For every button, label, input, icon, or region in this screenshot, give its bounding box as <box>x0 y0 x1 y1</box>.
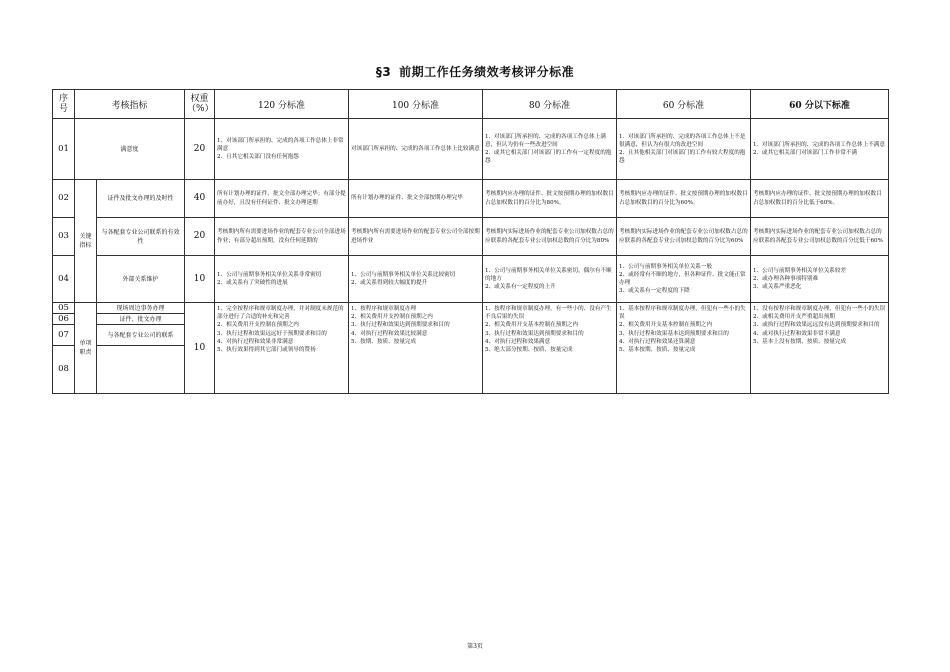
standard-100: 对该部门所承担的、完成的各项工作总体上比较满意 <box>349 119 483 180</box>
table-row <box>53 218 889 256</box>
row-number: 01 <box>53 119 75 180</box>
standard-120: 1、对该部门所承担的、完成的各项工作总体上非常满意 2、且其它相关部门没有任何抱怨 <box>215 119 349 180</box>
standard-120: 所有计划办理的证件、批文全部办理完毕；有部分提前办好，且没有任何证件、批文办理延期 <box>215 180 349 218</box>
row-number: 05 <box>53 303 75 314</box>
standard-60: 1. 对该部门所承担的、完成的各项工作总体上不是很满意，但认为有很大的改进空间 2. 且其他相关部门对该部门的工作有较大程度的抱怨 <box>617 119 751 180</box>
duty-item-empty <box>97 346 185 394</box>
table-row <box>53 256 889 303</box>
page-title <box>0 63 950 80</box>
row-number: 03 <box>53 218 75 256</box>
weight-value: 20 <box>185 218 215 256</box>
standard-120: 考核期内所有需要进场作业的配套专业公司全部进场作业；有部分超出预期，没有任何延期的 <box>215 218 349 256</box>
standard-80: 考核期内实际进场作业的配套专业公司加权数占总的应联系的各配套专业公司加权总数的百分比为80% <box>483 218 617 256</box>
standard-80: 考核期内应办理的证件、批文按预期办理的加权数目占总加权数目的百分比为80%。 <box>483 180 617 218</box>
table-row <box>53 180 889 218</box>
weight-value: 40 <box>185 180 215 218</box>
page-footer: 第3页 <box>467 643 483 650</box>
header-row <box>53 90 889 119</box>
standard-80: 1. 对该部门所承担的、完成的各项工作总体上满意，但认为仍有一些改进空间 2. 或其它相关部门对该部门的工作有一定程度的抱怨 <box>483 119 617 180</box>
standard-80: 1、按程序和规章制度办理，有一些小的、没有产生不良后果的失误 2、相关费用开支基本控制在预期之内 3、执行过程和效果达到预期要求和目的 4、对执行过程和效果满意 5、绝大部分按期、按质、按量完成 <box>483 303 617 394</box>
duty-item: 与各配套专业公司的联系 <box>97 325 185 346</box>
header-60: 60 分标准 <box>617 90 751 119</box>
header-indicator: 考核指标 <box>75 90 185 119</box>
row-number: 08 <box>53 346 75 394</box>
standard-60: 考核期内应办理的证件、批文按预期办理的加权数目占总加权数目的百分比为60%。 <box>617 180 751 218</box>
header-80: 80 分标准 <box>483 90 617 119</box>
weight-value: 20 <box>185 119 215 180</box>
standard-100: 1、按程序和规章制度办理 2、相关费用开支控制在预期之内 3、执行过程和效果达到预期要求和目的 4、对执行过程和效果比较满意 5、按期、按质、按量完成 <box>349 303 483 394</box>
row-number: 04 <box>53 256 75 303</box>
table-row <box>53 119 889 180</box>
indicator-name: 与各配套专业公司联系的有效性 <box>97 218 185 256</box>
scoring-table <box>52 89 889 394</box>
standard-60: 考核期内实际进场作业的配套专业公司加权数占总的应联系的各配套专业公司加权总数的百分比为60% <box>617 218 751 256</box>
duty-item: 现场周边事务办理 <box>97 303 185 314</box>
indicator-name: 证件及批文办理的及时性 <box>97 180 185 218</box>
standard-120: 1、完全按程序和规章制度办理，并对制度未规范的部分进行了合适的补充和完善 2、相关费用开支控制在预期之内 3、执行过程和效果远远好于预期要求和目的 4、对执行过程和效果非常满意 5、执行效果得到其它部门或领导的赞扬 <box>215 303 349 394</box>
header-weight: 权重（%） <box>185 90 215 119</box>
section-number: §3 <box>375 65 392 79</box>
standard-below-60: 考核期内实际进场作业的配套专业公司加权数占总的应联系的各配套专业公司加权总数的百分比低于60% <box>751 218 889 256</box>
standard-60: 1、基本按程序和规章制度办理，但犯有一些小的失误 2、相关费用开支基本控制在预期之内 3、执行过程和效果基本达到预期要求和目的 4、对执行过程和效果还算满意 5、基本按期、按质、按量完成 <box>617 303 751 394</box>
header-seq: 序号 <box>53 90 75 119</box>
header-120: 120 分标准 <box>215 90 349 119</box>
standard-below-60: 1. 对该部门所承担的、完成的各项工作总体上不满意 2. 或其它相关部门对该部门工作非常不满 <box>751 119 889 180</box>
row-number: 07 <box>53 325 75 346</box>
standard-100: 1、公司与前期事务相关单位关系比较密切 2、或关系得到较大幅度的提升 <box>349 256 483 303</box>
indicator-name: 满意度 <box>75 119 185 180</box>
standard-below-60: 1、公司与前期事务相关单位关系较差 2、或办理各种事项特别难 3、或关系严重恶化 <box>751 256 889 303</box>
row-number: 02 <box>53 180 75 218</box>
title-text: 前期工作任务绩效考核评分标准 <box>399 65 575 79</box>
weight-value: 10 <box>185 256 215 303</box>
table-row <box>53 303 889 314</box>
duty-item: 证件、批文办理 <box>97 314 185 325</box>
key-indicator-label: 关键指标 <box>75 180 97 303</box>
standard-80: 1、公司与前期事务相关单位关系密切，偶尔有不顺的地方 2、或关系有一定程度的上升 <box>483 256 617 303</box>
standard-below-60: 考核期内应办理的证件、批文按预期办理的加权数目占总加权数目的百分比低于60%。 <box>751 180 889 218</box>
standard-60: 1、公司与前期事务相关单位关系一般 2、或经常有不顺的地方，但各种证件、批文能正常办理 3、或关系有一定程度的下降 <box>617 256 751 303</box>
header-100: 100 分标准 <box>349 90 483 119</box>
single-duty-label: 单项职责 <box>75 303 97 394</box>
weight-value: 10 <box>185 303 215 394</box>
indicator-name: 外部关系维护 <box>97 256 185 303</box>
standard-100: 考核期内所有需要进场作业的配套专业公司全部按期进场作业 <box>349 218 483 256</box>
standard-120: 1、公司与前期事务相关单位关系非常密切 2、或关系有了突破性的进展 <box>215 256 349 303</box>
row-number: 06 <box>53 314 75 325</box>
standard-below-60: 1、没有按程序和规章制度办理，但犯有一些小的失误 2、或相关费用开支严重超出预期 3、或执行过程和效果远远没有达到预期要求和目的 4、或对执行过程和效果非常不满意 5、基本上没有按期、按质、按量完成 <box>751 303 889 394</box>
header-below-60: 60 分以下标准 <box>751 90 889 119</box>
standard-100: 所有计划办理的证件、批文全部按期办理完毕 <box>349 180 483 218</box>
